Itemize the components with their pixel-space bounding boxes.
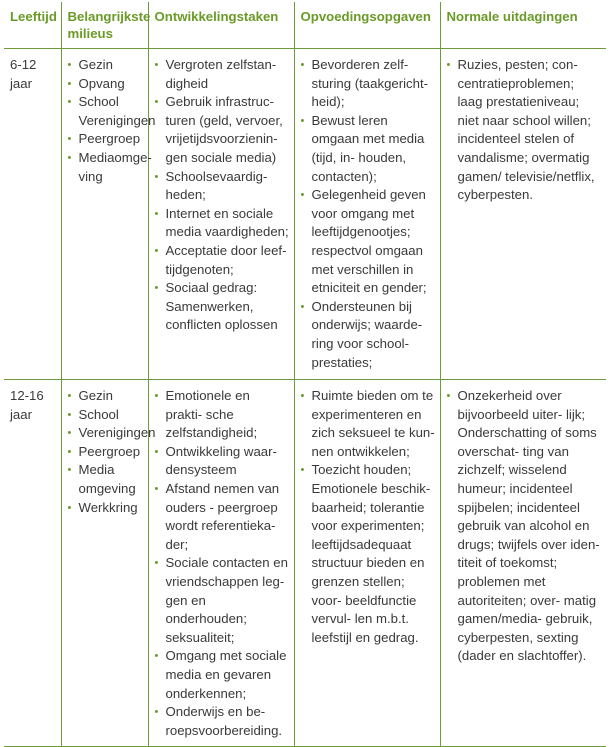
milieus-list [68, 387, 156, 517]
header-milieus: Belangrijkste milieus [61, 2, 148, 49]
milieus-cell [61, 380, 156, 747]
age-cell: 6-12 jaar [4, 49, 61, 380]
list-item: • School [68, 406, 144, 425]
list-item: • Bewust leren omgaan met media (tijd, in- houden, contacten); [301, 112, 436, 186]
list-item: • Ondersteunen bij onderwijs; waarde- ring voor school- prestaties; [301, 298, 436, 372]
table-row [4, 380, 606, 747]
list-item: • Acceptatie door leef- tijdgenoten; [155, 242, 290, 279]
list-item: • Ruimte bieden om te experimenteren en zich seksueel te kun- nen ontwikkelen; [301, 387, 436, 461]
opgaven-cell [294, 380, 440, 747]
opgaven-list [301, 387, 436, 647]
list-item: • Onzekerheid over bijvoorbeeld uiter- lijk; Onderschatting of soms overschat- ting van zichzelf; wisselend humeur; incidenteel spijbelen; incidenteel gebruik van alcohol en drugs; twijfels over iden- titeit of toekomst; problemen met autoriteiten; over- matig gamen/media- gebruik, cyberpesten, sexting (dader en slachtoffer). [447, 387, 603, 666]
header-opvoedingsopgaven: Opvoedingsopgaven [294, 2, 440, 49]
list-item: • Toezicht houden; Emotionele beschik- baarheid; tolerantie voor experimenten; leeftijdsadequaat structuur bieden en grenzen stellen; voor- beeldfunctie vervul- len m.b.t. leefstijl en gedrag. [301, 461, 436, 647]
list-item: • Gebruik infrastruc- turen (geld, vervoer, vrijetijdsvoorzienin- gen sociale media) [155, 93, 290, 167]
header-ontwikkelingstaken: Ontwikkelingstaken [148, 2, 294, 49]
list-item: • Schoolsevaardig- heden; [155, 168, 290, 205]
list-item: • Sociaal gedrag: Samenwerken, conflicten oplossen [155, 279, 290, 335]
milieus-cell [61, 49, 156, 380]
list-item: • Opvang [68, 75, 144, 94]
uitdagingen-cell [440, 49, 606, 380]
list-item: • Verenigingen [68, 424, 144, 443]
list-item: • Media omgeving [68, 461, 144, 498]
opgaven-cell [294, 49, 440, 380]
list-item: • Afstand nemen van ouders - peergroep wordt referentieka- der; [155, 480, 290, 554]
opgaven-list [301, 56, 436, 372]
table-row [4, 49, 606, 380]
list-item: • Peergroep [68, 443, 144, 462]
list-item: • Ruzies, pesten; con- centratieproblemen; laag prestatieniveau; niet naar school willen; incidenteel stelen of vandalisme; overmatig gamen/ televisie/netflix, cyberpesten. [447, 56, 603, 205]
list-item: • Omgang met sociale media en gevaren onderkennen; [155, 647, 290, 703]
list-item: • Internet en sociale media vaardigheden; [155, 205, 290, 242]
milieus-list [68, 56, 156, 186]
taken-cell [148, 49, 294, 380]
header-leeftijd: Leeftijd [4, 2, 61, 49]
age-cell: 12-16 jaar [4, 380, 61, 747]
list-item: • Bevorderen zelf- sturing (taakgericht- heid); [301, 56, 436, 112]
development-table [4, 2, 606, 747]
list-item: • Vergroten zelfstan- digheid [155, 56, 290, 93]
list-item: • Gezin [68, 56, 144, 75]
header-uitdagingen: Normale uitdagingen [440, 2, 606, 49]
list-item: • Gezin [68, 387, 144, 406]
list-item: • Sociale contacten en vriendschappen leg- gen en onderhouden; seksualiteit; [155, 554, 290, 647]
list-item: • Emotionele en prakti- sche zelfstandigheid; [155, 387, 290, 443]
list-item: • Ontwikkeling waar- densysteem [155, 443, 290, 480]
uitdagingen-list [447, 56, 603, 205]
uitdagingen-list [447, 387, 603, 666]
list-item: • Mediaomge- ving [68, 149, 144, 186]
taken-list [155, 56, 290, 335]
list-item: • Gelegenheid geven voor omgang met leeftijdgenootjes; respectvol omgaan met verschillen in etniciteit en gender; [301, 186, 436, 298]
list-item: • Peergroep [68, 130, 144, 149]
list-item: • School Verenigingen [68, 93, 144, 130]
list-item: • Werkkring [68, 499, 144, 518]
uitdagingen-cell [440, 380, 606, 747]
taken-cell [148, 380, 294, 747]
taken-list [155, 387, 290, 740]
header-row [4, 2, 606, 49]
list-item: • Onderwijs en be- roepsvoorbereiding. [155, 703, 290, 740]
